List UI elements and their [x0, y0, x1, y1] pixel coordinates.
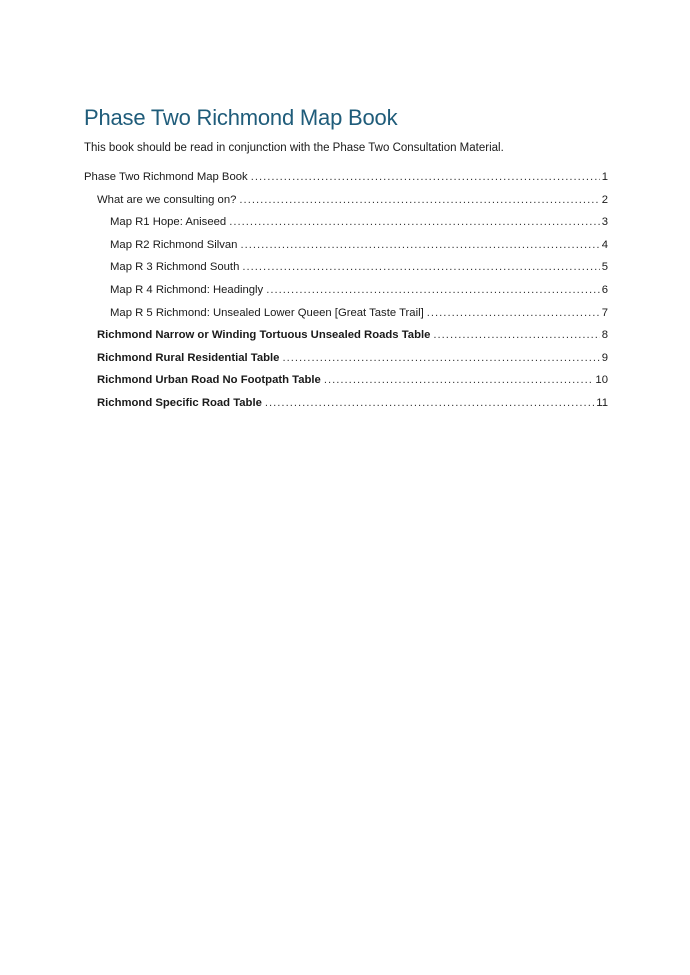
toc-leader-dots	[265, 392, 594, 415]
toc-leader-dots	[324, 369, 594, 392]
toc-entry-page: 11	[596, 396, 608, 409]
toc-entry-label[interactable]: Map R1 Hope: Aniseed	[110, 216, 227, 229]
toc-entry-label[interactable]: Richmond Narrow or Winding Tortuous Unsealed Roads Table	[97, 329, 431, 342]
toc-leader-dots	[240, 234, 599, 257]
toc-entry[interactable]	[84, 234, 608, 257]
toc-leader-dots	[242, 256, 599, 279]
toc-entry[interactable]	[84, 189, 608, 212]
toc-entry-page: 4	[601, 238, 608, 251]
toc-entry-page: 10	[595, 374, 608, 387]
table-of-contents	[84, 166, 608, 415]
toc-entry-label[interactable]: Map R 3 Richmond South	[110, 261, 240, 274]
toc-entry[interactable]	[84, 279, 608, 302]
toc-entry[interactable]	[84, 369, 608, 392]
toc-entry[interactable]	[84, 347, 608, 370]
toc-entry[interactable]	[84, 211, 608, 234]
toc-entry-page: 6	[601, 283, 608, 296]
toc-entry-label[interactable]: Map R 4 Richmond: Headingly	[110, 283, 264, 296]
toc-entry-label[interactable]: What are we consulting on?	[97, 193, 237, 206]
toc-entry-label[interactable]: Richmond Rural Residential Table	[97, 351, 280, 364]
toc-leader-dots	[229, 211, 600, 234]
toc-entry-label[interactable]: Map R2 Richmond Silvan	[110, 238, 238, 251]
toc-entry[interactable]	[84, 256, 608, 279]
toc-leader-dots	[239, 189, 599, 212]
toc-entry-page: 5	[601, 261, 608, 274]
toc-leader-dots	[282, 347, 599, 370]
document-page	[84, 104, 608, 415]
toc-entry-label[interactable]: Richmond Specific Road Table	[97, 396, 262, 409]
toc-entry-label[interactable]: Phase Two Richmond Map Book	[84, 171, 248, 183]
toc-entry-label[interactable]: Richmond Urban Road No Footpath Table	[97, 374, 321, 387]
toc-entry[interactable]	[84, 392, 608, 415]
toc-leader-dots	[251, 166, 600, 189]
toc-leader-dots	[427, 302, 600, 325]
page-title: Phase Two Richmond Map Book	[84, 105, 398, 130]
toc-leader-dots	[433, 324, 599, 347]
toc-entry-page: 8	[601, 329, 608, 342]
toc-entry-page: 3	[601, 216, 608, 229]
toc-entry-page: 1	[601, 171, 608, 183]
toc-entry-page: 2	[601, 193, 608, 206]
toc-entry[interactable]	[84, 302, 608, 325]
toc-entry-page: 7	[601, 306, 608, 319]
toc-entry-page: 9	[601, 351, 608, 364]
toc-entry[interactable]	[84, 324, 608, 347]
toc-entry[interactable]	[84, 166, 608, 189]
toc-entry-label[interactable]: Map R 5 Richmond: Unsealed Lower Queen [Great Taste Trail]	[110, 306, 424, 319]
document-subtitle: This book should be read in conjunction with the Phase Two Consultation Material.	[84, 142, 504, 154]
toc-leader-dots	[266, 279, 599, 302]
